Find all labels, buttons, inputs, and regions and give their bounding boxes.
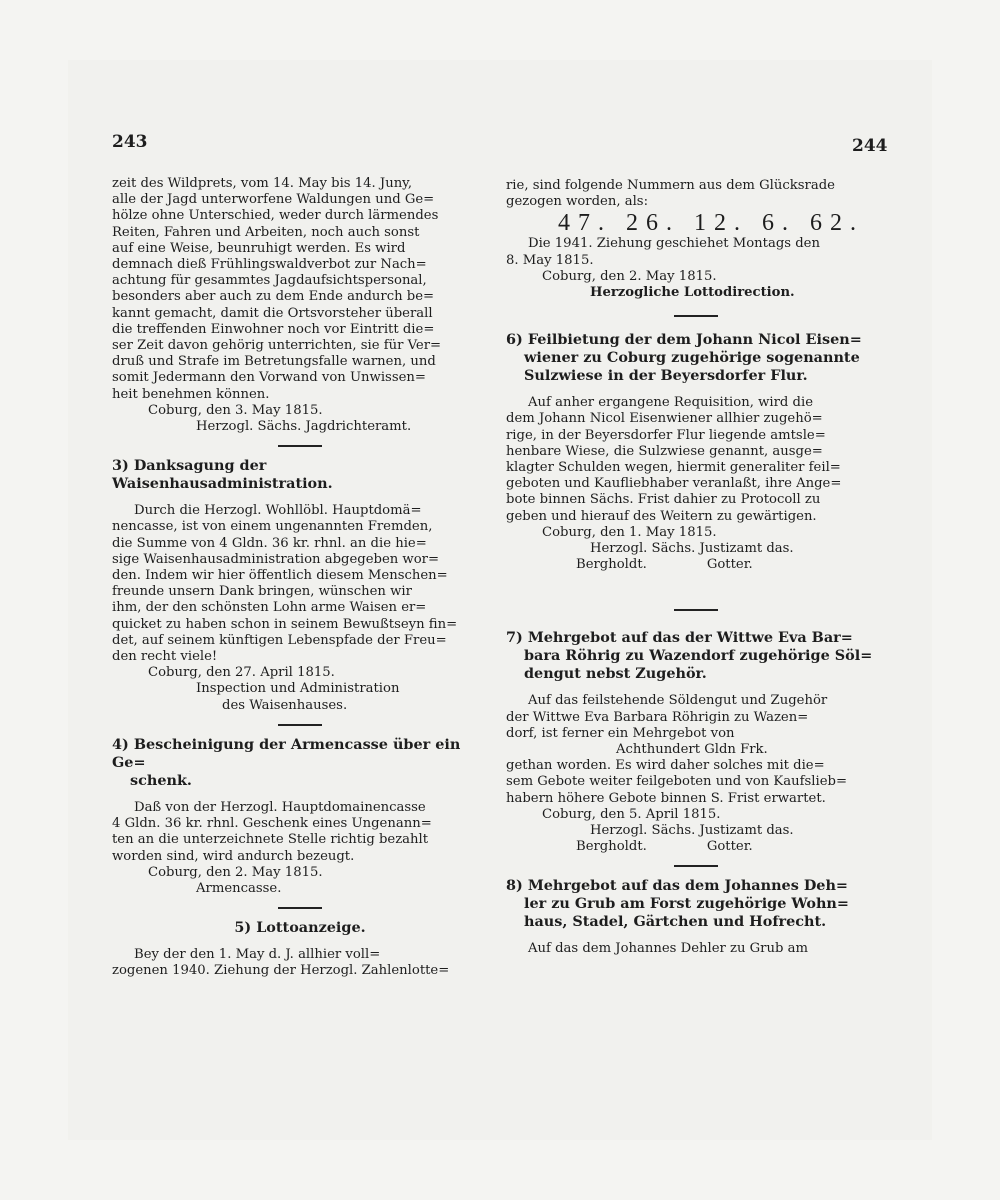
heading-line: Sulzwiese in der Beyersdorfer Flur. [524, 367, 808, 385]
signature: des Waisenhauses. [222, 697, 348, 713]
lottery-numbers: 47. 26. 12. 6. 62. [558, 210, 864, 237]
section-5-continued [506, 178, 886, 301]
text-line: gethan worden. Es wird daher solches mit die= [506, 758, 825, 774]
heading-line: 7) Mehrgebot auf das der Wittwe Eva Bar= [506, 629, 853, 647]
signature: Inspection und Administration [196, 681, 400, 697]
text-line: nencasse, ist von einem ungenannten Fremden, [112, 519, 433, 535]
section-divider [674, 315, 718, 317]
section-4 [112, 736, 488, 897]
text-line: dorf, ist ferner ein Mehrgebot von [506, 725, 735, 741]
signature: Herzogl. Sächs. Jagdrichteramt. [196, 419, 412, 435]
text-line: 4 Gldn. 36 kr. rhnl. Geschenk eines Ungenann= [112, 816, 432, 832]
section-3 [112, 457, 488, 714]
heading-line: 4) Bescheinigung der Armencasse über ein Ge= [112, 735, 461, 771]
text-line: klagter Schulden wegen, hiermit generaliter feil= [506, 460, 841, 476]
signature: Armencasse. [196, 880, 282, 896]
text-line: auf eine Weise, beunruhigt werden. Es wird [112, 240, 406, 256]
section-heading [112, 736, 488, 790]
place-date: Coburg, den 5. April 1815. [542, 806, 721, 822]
signature: Herzogl. Sächs. Justizamt das. [590, 541, 794, 557]
text-line: Auf anher ergangene Requisition, wird die [528, 395, 813, 411]
text-line: rie, sind folgende Nummern aus dem Glücksrade [506, 178, 835, 193]
section-5 [112, 919, 488, 979]
text-line: sige Waisenhausadministration abgegeben wor= [112, 551, 440, 567]
offer-amount: Achthundert Gldn Frk. [616, 742, 768, 758]
text-line: achtung für gesammtes Jagdaufsichtspersonal, [112, 273, 427, 289]
text-line: Auf das dem Johannes Dehler zu Grub am [528, 941, 808, 957]
signature: Herzogl. Sächs. Justizamt das. [590, 823, 794, 839]
text-line: hölze ohne Unterschied, weder durch lärmendes [112, 208, 439, 224]
signature: Herzogliche Lottodirection. [590, 285, 795, 301]
text-line: Daß von der Herzogl. Hauptdomainencasse [134, 799, 426, 815]
text-line: den recht viele! [112, 649, 218, 665]
section-divider [674, 865, 718, 867]
section-heading [506, 629, 886, 683]
text-line: zogenen 1940. Ziehung der Herzogl. Zahlenlotte= [112, 963, 450, 979]
text-line: Die 1941. Ziehung geschiehet Montags den [528, 236, 820, 252]
signatory-name: Bergholdt. [576, 557, 647, 573]
text-line: alle der Jagd unterworfene Waldungen und Ge= [112, 192, 435, 208]
heading-line: 8) Mehrgebot auf das dem Johannes Deh= [506, 877, 848, 895]
text-line: henbare Wiese, die Sulzwiese genannt, ausge= [506, 443, 823, 459]
signatory-names [506, 839, 886, 855]
text-line: besonders aber auch zu dem Ende andurch be= [112, 289, 435, 305]
section-7 [506, 629, 886, 855]
section-heading [506, 331, 886, 385]
text-line: kannt gemacht, damit die Ortsvorsteher überall [112, 305, 433, 321]
text-line: freunde unsern Dank bringen, wünschen wir [112, 584, 412, 600]
signatory-names [506, 557, 886, 573]
section-divider [674, 609, 718, 611]
text-line: Bey der den 1. May d. J. allhier voll= [134, 947, 381, 963]
text-line: den. Indem wir hier öffentlich diesem Menschen= [112, 568, 448, 584]
text-line: zeit des Wildprets, vom 14. May bis 14. Juny, [112, 176, 413, 191]
text-line: gezogen worden, als: [506, 194, 649, 210]
page-number-left: 243 [112, 132, 148, 152]
text-line: dem Johann Nicol Eisenwiener allhier zugehö= [506, 411, 823, 427]
text-line: det, auf seinem künftigen Lebenspfade der Freu= [112, 632, 447, 648]
text-line: ihm, der den schönsten Lohn arme Waisen er= [112, 600, 427, 616]
section-divider [278, 724, 322, 726]
place-date: Coburg, den 2. May 1815. [148, 864, 323, 880]
scanned-page [68, 60, 932, 1140]
text-line: die Summe von 4 Gldn. 36 kr. rhnl. an die hie= [112, 535, 427, 551]
section-6 [506, 331, 886, 573]
intro-text [112, 176, 488, 435]
text-line: quicket zu haben schon in seinem Bewußtseyn fin= [112, 616, 458, 632]
text-line: der Wittwe Eva Barbara Röhrigin zu Wazen= [506, 709, 809, 725]
text-line: rige, in der Beyersdorfer Flur liegende amtsle= [506, 427, 826, 443]
place-date: Coburg, den 27. April 1815. [148, 665, 335, 681]
text-line: bote binnen Sächs. Frist dahier zu Protocoll zu [506, 492, 821, 508]
heading-line: schenk. [130, 771, 192, 789]
text-line: geboten und Kaufliebhaber veranlaßt, ihre Ange= [506, 476, 842, 492]
right-column [506, 178, 886, 958]
text-line: druß und Strafe im Betretungsfalle warnen, und [112, 354, 436, 370]
text-line: die treffenden Einwohner noch vor Eintritt die= [112, 321, 435, 337]
text-line: habern höhere Gebote binnen S. Frist erwartet. [506, 790, 826, 806]
signatory-name: Bergholdt. [576, 839, 647, 855]
text-line: demnach dieß Frühlingswaldverbot zur Nach= [112, 257, 427, 273]
left-column [112, 176, 488, 980]
heading-line: dengut nebst Zugehör. [524, 665, 707, 683]
place-date: Coburg, den 2. May 1815. [542, 268, 717, 284]
section-divider [278, 445, 322, 447]
section-8 [506, 877, 886, 957]
signatory-name: Gotter. [706, 557, 753, 573]
text-line: heit benehmen können. [112, 386, 270, 402]
text-line: geben und hierauf des Weitern zu gewärtigen. [506, 508, 817, 524]
heading-line: haus, Stadel, Gärtchen und Hofrecht. [524, 913, 827, 931]
heading-line: ler zu Grub am Forst zugehörige Wohn= [524, 895, 849, 913]
text-line: somit Jedermann den Vorwand von Unwissen= [112, 370, 426, 386]
text-line: ten an die unterzeichnete Stelle richtig bezahlt [112, 832, 429, 848]
section-heading [506, 877, 886, 931]
text-line: Auf das feilstehende Söldengut und Zugehör [528, 693, 828, 709]
heading-line: 6) Feilbietung der dem Johann Nicol Eisen= [506, 331, 862, 349]
text-line: ser Zeit davon gehörig unterrichten, sie für Ver= [112, 338, 442, 354]
text-line: sem Gebote weiter feilgeboten und von Kaufslieb= [506, 774, 848, 790]
section-heading: 5) Lottoanzeige. [234, 919, 366, 937]
section-heading: 3) Danksagung der Waisenhausadministration. [112, 457, 333, 493]
place-date: Coburg, den 3. May 1815. [148, 402, 323, 418]
page-number-right: 244 [852, 136, 888, 156]
text-line: 8. May 1815. [506, 252, 594, 268]
text-line: worden sind, wird andurch bezeugt. [112, 848, 355, 864]
heading-line: wiener zu Coburg zugehörige sogenannte [524, 349, 860, 367]
signatory-name: Gotter. [706, 839, 753, 855]
section-divider [278, 907, 322, 909]
text-line: Durch die Herzogl. Wohllöbl. Hauptdomä= [134, 503, 422, 519]
text-line: Reiten, Fahren und Arbeiten, noch auch sonst [112, 224, 420, 240]
place-date: Coburg, den 1. May 1815. [542, 524, 717, 540]
heading-line: bara Röhrig zu Wazendorf zugehörige Söl= [524, 647, 873, 665]
